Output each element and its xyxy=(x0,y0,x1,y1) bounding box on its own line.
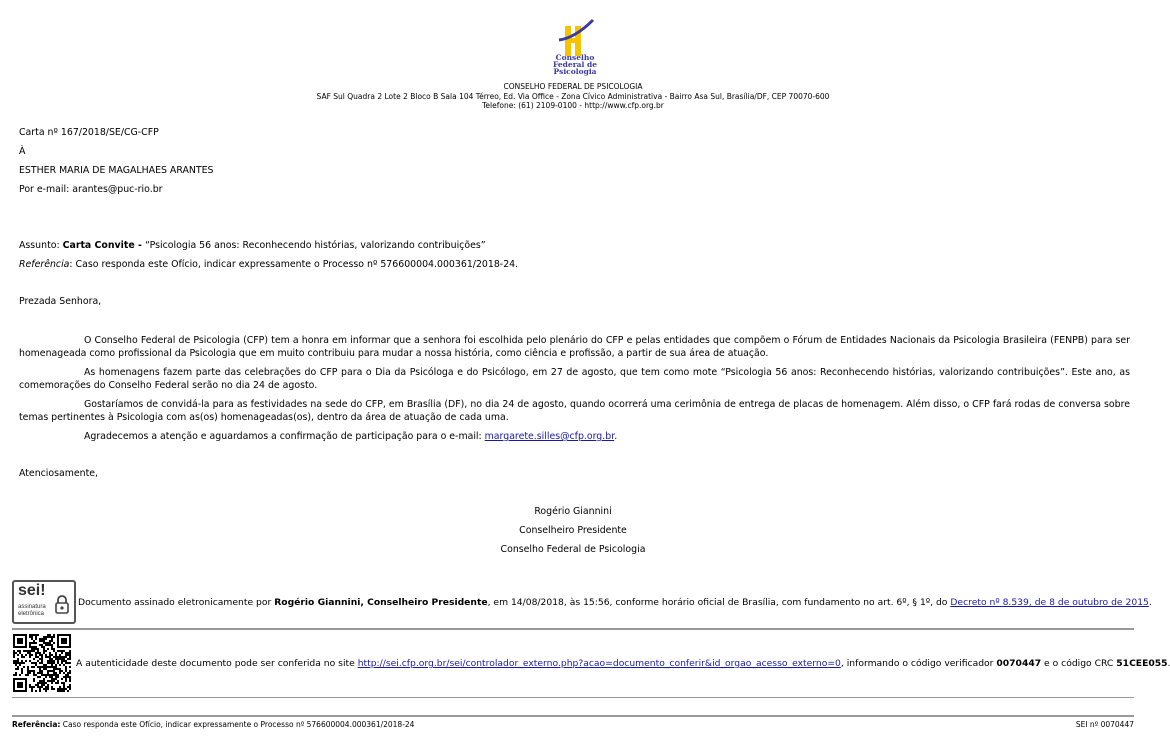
subject-label: Assunto: xyxy=(19,240,63,251)
subject-text: “Psicologia 56 anos: Reconhecendo histórias, valorizando contribuições” xyxy=(145,240,486,251)
paragraph-4-text: Agradecemos a atenção e aguardamos a confirmação de participação para o e-mail: xyxy=(84,431,485,442)
letter-to: À xyxy=(19,146,26,157)
signer-title: Conselheiro Presidente xyxy=(519,525,627,536)
greeting: Prezada Senhora, xyxy=(19,296,102,307)
letter-number: Carta nº 167/2018/SE/CG-CFP xyxy=(19,127,159,138)
reference-text: : Caso responda este Ofício, indicar expressamente o Processo nº 576600004.000361/2018-24. xyxy=(69,259,519,270)
divider-3 xyxy=(12,715,1134,717)
letter-reference xyxy=(19,259,518,271)
contact-email-link[interactable]: margarete.silles@cfp.org.br xyxy=(484,431,615,442)
paragraph-3 xyxy=(19,398,1130,424)
paragraph-3-text: Gostaríamos de convidá-la para as festividades na sede do CFP, em Brasília (DF), no dia 24 de agosto, quando ocorrerá uma cerimônia de entrega de placas de homenagem. Além disso, o CFP fará rodas de conversa sobre temas pertinentes à Psicologia com as(os) homenageadas(os), dentro da área de atuação de cada uma. xyxy=(19,399,1130,423)
sig-signer: Rogério Giannini, Conselheiro Presidente xyxy=(274,597,488,608)
footer-reference xyxy=(12,720,414,730)
paragraph-2-text: As homenagens fazem parte das celebrações do CFP para o Dia da Psicóloga e do Psicólogo, em 27 de agosto, que tem como mote “Psicologia 56 anos: Reconhecendo histórias, valorizando contribuições”. Este ano, as comemorações do Conselho Federal serão no dia 24 de agosto. xyxy=(19,367,1130,391)
authenticity-statement xyxy=(76,658,1170,670)
logo-line-2: Federal de xyxy=(553,60,597,69)
org-name: CONSELHO FEDERAL DE PSICOLOGIA xyxy=(503,82,643,91)
signer-org: Conselho Federal de Psicologia xyxy=(500,544,646,555)
verification-url-link[interactable]: http://sei.cfp.org.br/sei/controlador_externo.php?acao=documento_conferir&id_orgao_acesso_externo=0 xyxy=(357,658,841,669)
org-contact: Telefone: (61) 2109-0100 - http://www.cfp.org.br xyxy=(482,101,664,110)
auth-text-2: , informando o código verificador xyxy=(840,658,997,669)
logo-text xyxy=(552,54,598,75)
decree-link[interactable]: Decreto nº 8.539, de 8 de outubro de 2015 xyxy=(950,597,1149,608)
auth-text-1: A autenticidade deste documento pode ser conferida no site xyxy=(76,658,358,669)
footer-ref-text: Caso responda este Ofício, indicar expressamente o Processo nº 576600004.000361/2018-24 xyxy=(60,720,415,729)
sig-text-2: , em 14/08/2018, às 15:56, conforme horário oficial de Brasília, com fundamento no art. 6º, § 1º, do xyxy=(487,597,951,608)
crc-code: 51CEE055 xyxy=(1116,658,1168,669)
reference-label: Referência xyxy=(19,259,70,270)
paragraph-4-end: . xyxy=(614,431,618,442)
letter-subject xyxy=(19,240,486,252)
sei-sub-line-2: eletrônica xyxy=(18,610,45,617)
letter-email: Por e-mail: arantes@puc-rio.br xyxy=(19,184,163,195)
sei-badge xyxy=(12,580,76,624)
sig-text-1: Documento assinado eletronicamente por xyxy=(78,597,275,608)
qr-code-icon xyxy=(13,634,71,692)
divider-1 xyxy=(12,628,1134,630)
auth-text-3: e o código CRC xyxy=(1041,658,1117,669)
divider-2 xyxy=(12,697,1134,698)
sei-sub xyxy=(18,604,46,617)
letter-recipient: ESTHER MARIA DE MAGALHAES ARANTES xyxy=(19,165,214,176)
closing: Atenciosamente, xyxy=(19,468,99,479)
sig-text-3: . xyxy=(1148,597,1152,608)
signer-name: Rogério Giannini xyxy=(534,506,612,517)
logo-line-3: Psicologia xyxy=(553,67,597,76)
sei-word: sei! xyxy=(18,582,46,599)
verifier-code: 0070447 xyxy=(996,658,1042,669)
org-address: SAF Sul Quadra 2 Lote 2 Bloco B Sala 104 Térreo, Ed. Via Office - Zona Cívico Administrativa - Bairro Asa Sul, Brasília/DF, CEP 70070-600 xyxy=(316,92,830,101)
paragraph-1 xyxy=(19,334,1130,360)
footer-ref-label: Referência: xyxy=(12,720,61,729)
subject-bold: Carta Convite - xyxy=(62,240,146,251)
logo-line-1: Conselho xyxy=(555,53,595,62)
signature-statement xyxy=(78,597,1152,609)
footer-sei-number: SEI nº 0070447 xyxy=(1075,720,1134,729)
paragraph-2 xyxy=(19,366,1130,392)
paragraph-1-text: O Conselho Federal de Psicologia (CFP) tem a honra em informar que a senhora foi escolhida pelo plenário do CFP e pelas entidades que compõem o Fórum de Entidades Nacionais da Psicologia Brasileira (FENPB) para ser homenageada como profissional da Psicologia que em muito contribuiu para mudar a nossa história, como ciência e profissão, a partir de sua área de atuação. xyxy=(19,335,1130,359)
lock-icon xyxy=(54,594,70,614)
paragraph-4 xyxy=(19,430,1130,443)
sei-sub-line-1: assinatura xyxy=(18,604,46,610)
